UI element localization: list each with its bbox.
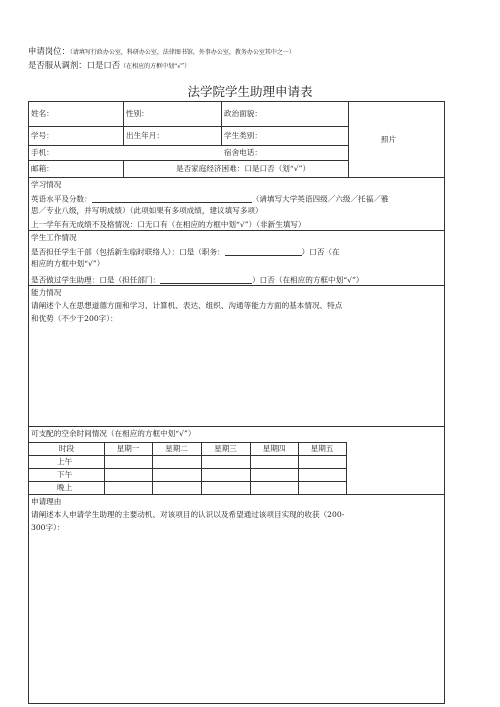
position-label: 申请岗位： — [28, 46, 70, 56]
english-note-2: 思／专业八级，并写明成绩）（此项如果有多项成绩，建议填写多项） — [31, 206, 263, 215]
row-divider — [29, 494, 444, 495]
application-form — [28, 101, 445, 704]
col-divider — [123, 160, 124, 177]
name-label: 姓名： — [31, 109, 54, 118]
political-label: 政治面貌： — [224, 109, 262, 118]
row-divider — [29, 177, 444, 178]
row-divider — [29, 160, 348, 161]
row-evening: 晚上 — [57, 483, 73, 492]
email-label: 邮箱： — [31, 164, 54, 173]
fail-line: 上一学年有无成绩不及格情况：口无口有（在相应的方框中划“√”）（非新生填写） — [31, 220, 306, 229]
cadre-line — [31, 247, 340, 256]
row-divider — [29, 145, 348, 146]
row-divider — [29, 285, 444, 286]
position-note: （请填写行政办公室，科研办公室，法律图书馆，外事办公室，教务办公室其中之一） — [69, 49, 295, 56]
student-type-label: 学生类别： — [224, 131, 262, 140]
position-line — [28, 45, 295, 57]
phone-label: 手机： — [31, 148, 54, 157]
cadre-line-2: 相应的方框中划“√”） — [31, 259, 105, 268]
form-title: 法学院学生助理申请表 — [187, 84, 313, 99]
assist-text-a: 是否做过学生助理：口是（担任部门： — [31, 275, 161, 285]
study-heading: 学习情况 — [31, 180, 62, 189]
work-heading: 学生工作情况 — [31, 233, 77, 242]
col-divider — [123, 102, 124, 145]
english-note: （请填写大学英语四级／六级／托福／雅 — [251, 194, 389, 204]
row-divider — [29, 126, 348, 127]
photo-label: 照片 — [381, 135, 397, 144]
reason-heading: 申请理由 — [31, 497, 62, 506]
english-line — [31, 194, 388, 203]
col-wednesday: 星期三 — [214, 444, 237, 453]
adjust-note: （在相应的方框中划“√”） — [120, 63, 191, 70]
adjust-line — [28, 59, 190, 71]
col-divider — [221, 102, 222, 145]
cadre-text-a: 是否担任学生干部（包括新生临时联络人）：口是（职务： — [31, 247, 225, 257]
gender-label: 性别： — [126, 109, 149, 118]
assist-text-b: ）口否（在相应的方框中划“√”） — [252, 275, 364, 285]
adjust-label: 是否服从调剂：口是口否 — [28, 60, 121, 70]
english-label: 英语水平及分数： — [31, 194, 92, 204]
reason-line-2: 300字）： — [31, 523, 65, 532]
assist-dept-field[interactable] — [160, 275, 252, 284]
photo-divider — [348, 102, 349, 177]
birth-label: 出生年月： — [126, 131, 164, 140]
reason-line-1: 请阐述本人申请学生助理的主要动机、对该项目的认识以及希望通过该项目实现的收获（200- — [31, 510, 345, 519]
col-period: 时段 — [58, 444, 75, 453]
ability-line-1: 请阐述个人在思想道德方面和学习、计算机、表达、组织、沟通等能力方面的基本情况、特点 — [31, 301, 343, 310]
col-friday: 星期五 — [310, 444, 334, 453]
row-morning: 上午 — [57, 457, 73, 466]
col-thursday: 星期四 — [262, 444, 286, 453]
col-monday: 星期一 — [116, 444, 140, 453]
schedule-heading: 可支配的空余时间情况（在相应的方框中划“√”） — [31, 429, 196, 438]
ability-heading: 能力情况 — [31, 288, 62, 297]
ability-line-2: 和优势（不少于200字）： — [31, 314, 118, 323]
cadre-text-b: ）口否（在 — [301, 247, 340, 257]
grid-line — [346, 442, 347, 494]
row-divider — [29, 230, 444, 231]
col-tuesday: 星期二 — [165, 444, 188, 453]
dorm-phone-label: 宿舍电话： — [224, 148, 262, 157]
row-afternoon: 下午 — [57, 470, 73, 479]
hardship-label: 是否家庭经济困难：口是口否（划“√”） — [176, 164, 311, 173]
assist-line — [31, 275, 363, 284]
row-divider — [29, 426, 444, 427]
cadre-position-field[interactable] — [225, 247, 302, 256]
english-score-field[interactable] — [92, 194, 252, 203]
student-id-label: 学号： — [31, 131, 54, 140]
